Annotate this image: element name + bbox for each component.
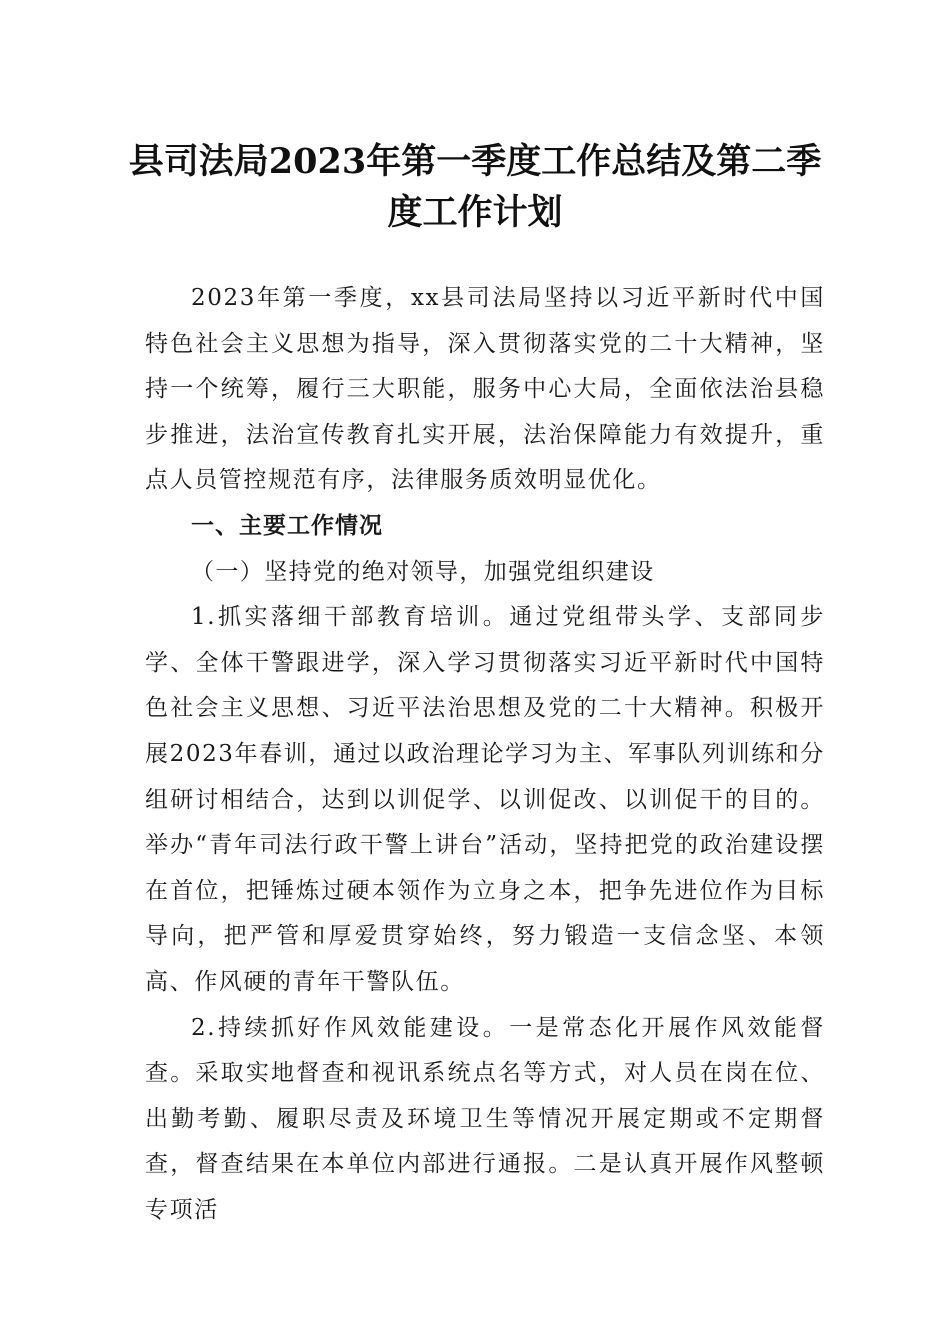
section-heading-main-work: 一、主要工作情况 [191, 512, 383, 539]
paragraph-cadre-training: 1.抓实落细干部教育培训。通过党组带头学、支部同步学、全体干警跟进学，深入学习贯彻落实习近平新时代中国特色社会主义思想、习近平法治思想及党的二十大精神。积极开展2023年春训，通过以政治理论学习为主、军事队列训练和分组研讨相结合，达到以训促学、以训促改、以训促干的目的。举办“青年司法行政干警上讲台”活动，坚持把党的政治建设摆在首位，把锤炼过硬本领作为立身之本，把争先进位作为目标导向，把严管和厚爱贯穿始终，努力锻造一支信念坚、本领高、作风硬的青年干警队伍。 [145, 604, 825, 995]
subsection-heading-party-leadership: （一）坚持党的绝对领导，加强党组织建设 [191, 558, 655, 585]
title-line-2: 度工作计划 [387, 192, 563, 233]
document-body [145, 276, 825, 1233]
title-line-1: 县司法局2023年第一季度工作总结及第二季 [128, 141, 822, 182]
intro-paragraph: 2023年第一季度，xx县司法局坚持以习近平新时代中国特色社会主义思想为指导，深入贯彻落实党的二十大精神，坚持一个统筹，履行三大职能，服务中心大局，全面依法治县稳步推进，法治宣传教育扎实开展，法治保障能力有效提升，重点人员管控规范有序，法律服务质效明显优化。 [145, 285, 825, 494]
paragraph-work-style: 2.持续抓好作风效能建设。一是常态化开展作风效能督查。采取实地督查和视讯系统点名等方式，对人员在岗在位、出勤考勤、履职尽责及环境卫生等情况开展定期或不定期督查，督查结果在本单位内部进行通报。二是认真开展作风整顿专项活 [145, 1014, 825, 1223]
document-title [100, 136, 850, 238]
